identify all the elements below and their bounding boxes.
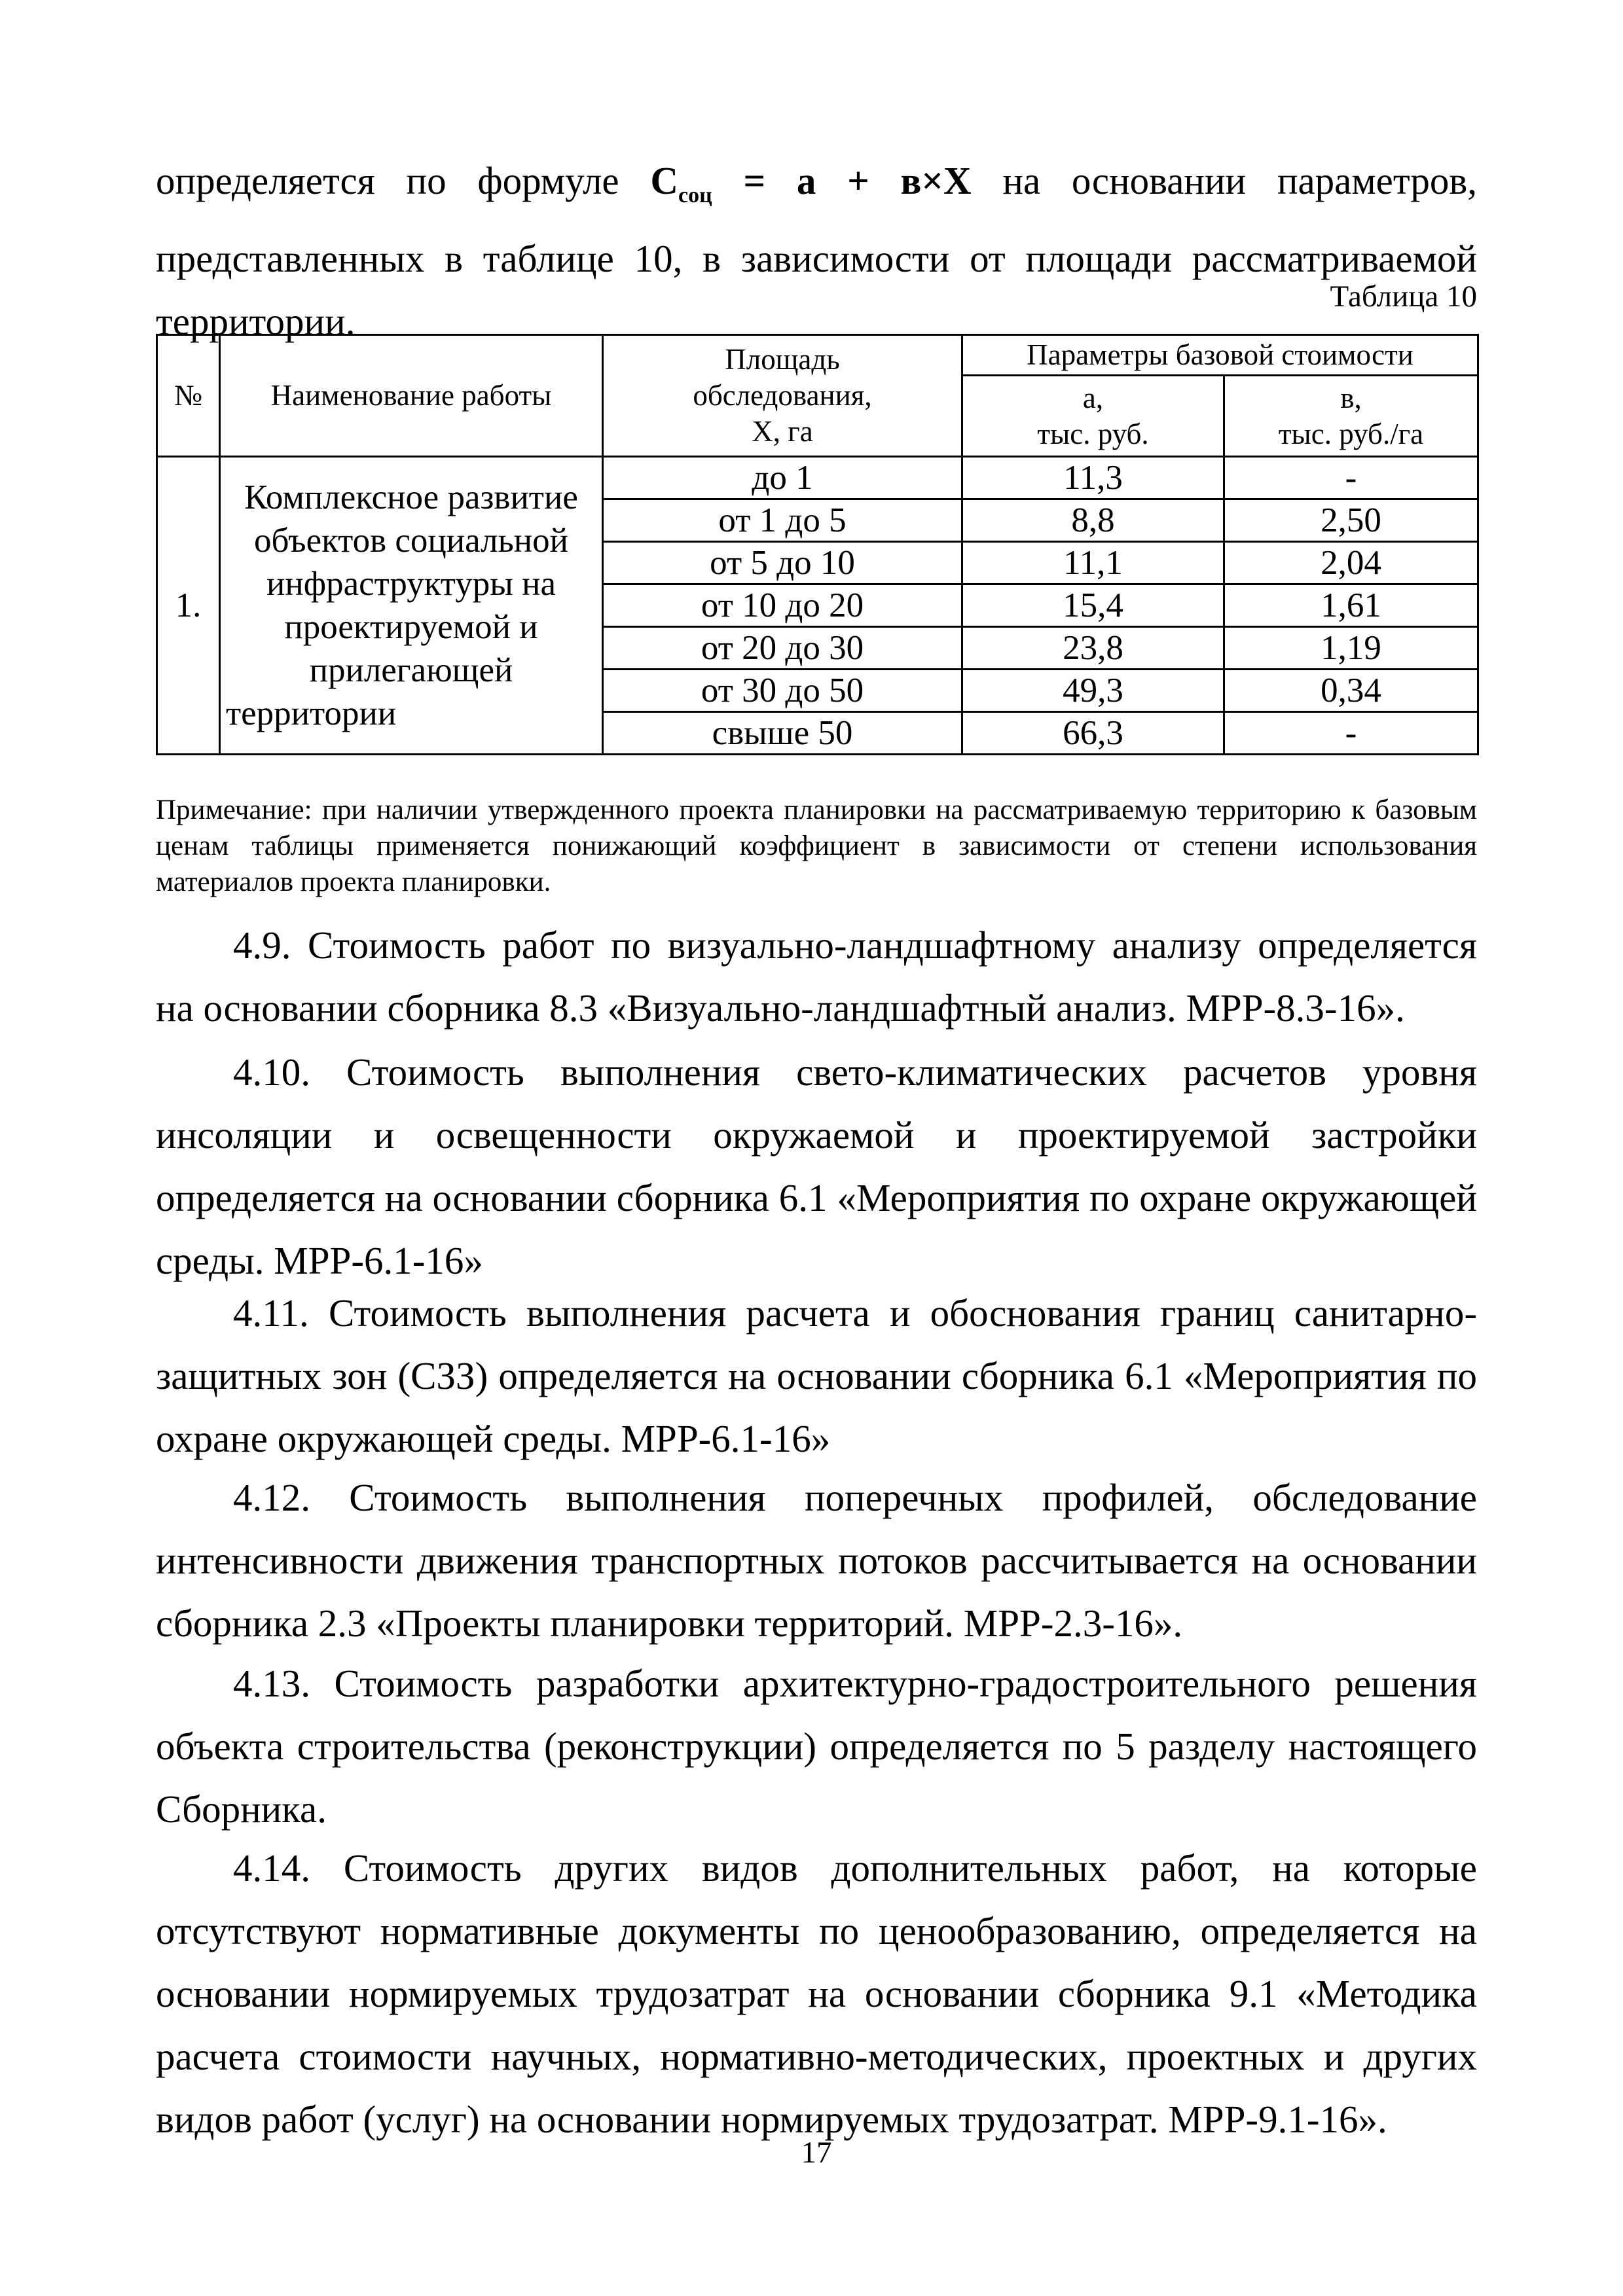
row-number: 1.: [157, 457, 220, 755]
header-num: №: [157, 335, 220, 457]
formula: $С_{соц} = а + в\times Х$: [650, 159, 972, 207]
b-cell: 2,50: [1224, 499, 1478, 542]
area-cell: от 20 до 30: [603, 627, 962, 670]
b-cell: 1,19: [1224, 627, 1478, 670]
area-cell: от 30 до 50: [603, 670, 962, 712]
a-cell: 11,1: [962, 542, 1224, 584]
a-cell: 8,8: [962, 499, 1224, 542]
paragraph-4-13: 4.13. Стоимость разработки архитектурно-градостроительного решения объекта строительства (реконструкции) определяется по 5 разделу настоящего Сборника.: [156, 1662, 1477, 1831]
b-cell: 0,34: [1224, 670, 1478, 712]
a-cell: 49,3: [962, 670, 1224, 712]
page-number: 17: [801, 2136, 832, 2170]
area-cell: от 5 до 10: [603, 542, 962, 584]
paragraph-4-12: 4.12. Стоимость выполнения поперечных профилей, обследование интенсивности движения транспортных потоков рассчитывается на основании сборника 2.3 «Проекты планировки территорий. МРР-2.3-16».: [156, 1476, 1477, 1645]
parameters-table: [156, 334, 1479, 755]
area-cell: от 10 до 20: [603, 584, 962, 627]
area-cell: до 1: [603, 457, 962, 499]
table-note: Примечание: при наличии утвержденного проекта планировки на рассматриваемую территорию к базовым ценам таблицы применяется понижающий коэффициент в зависимости от степени использования материалов проекта планировки.: [156, 795, 1477, 897]
header-params: Параметры базовой стоимости: [962, 335, 1478, 376]
header-a: а, тыс. руб.: [962, 376, 1224, 457]
header-b: в, тыс. руб./га: [1224, 376, 1478, 457]
header-name: Наименование работы: [220, 335, 603, 457]
paragraph-4-11: 4.11. Стоимость выполнения расчета и обоснования границ санитарно-защитных зон (СЗЗ) определяется на основании сборника 6.1 «Мероприятия по охране окружающей среды. МРР-6.1-16»: [156, 1291, 1477, 1460]
a-cell: 11,3: [962, 457, 1224, 499]
b-cell: 2,04: [1224, 542, 1478, 584]
intro-paragraph: определяется по формуле $С_{соц} = а + в\times Х$ на основании параметров, представленных в таблице 10, в зависимости от площади рассматриваемой территории.: [156, 159, 1477, 343]
area-cell: от 1 до 5: [603, 499, 962, 542]
b-cell: 1,61: [1224, 584, 1478, 627]
paragraph-4-9: 4.9. Стоимость работ по визуально-ландшафтному анализу определяется на основании сборника 8.3 «Визуально-ландшафтный анализ. МРР-8.3-16».: [156, 924, 1477, 1030]
header-area: Площадь обследования, Х, га: [603, 335, 962, 457]
a-cell: 66,3: [962, 712, 1224, 755]
paragraph-4-14: 4.14. Стоимость других видов дополнительных работ, на которые отсутствуют нормативные документы по ценообразованию, определяется на основании нормируемых трудозатрат на основании сборника 9.1 «Методика расчета стоимости научных, нормативно-методических, проектных и других видов работ (услуг) на основании нормируемых трудозатрат. МРР-9.1-16».: [156, 1846, 1477, 2141]
b-cell: -: [1224, 457, 1478, 499]
work-name: Комплексное развитие объектов социальной инфраструктуры на проектируемой и прилегающей территории: [220, 457, 603, 755]
a-cell: 15,4: [962, 584, 1224, 627]
b-cell: -: [1224, 712, 1478, 755]
table-caption: Таблица 10: [1330, 279, 1477, 314]
table-row: [157, 457, 1478, 499]
area-cell: свыше 50: [603, 712, 962, 755]
a-cell: 23,8: [962, 627, 1224, 670]
paragraph-4-10: 4.10. Стоимость выполнения свето-климатических расчетов уровня инсоляции и освещенности окружаемой и проектируемой застройки определяется на основании сборника 6.1 «Мероприятия по охране окружающей среды. МРР-6.1-16»: [156, 1050, 1477, 1282]
